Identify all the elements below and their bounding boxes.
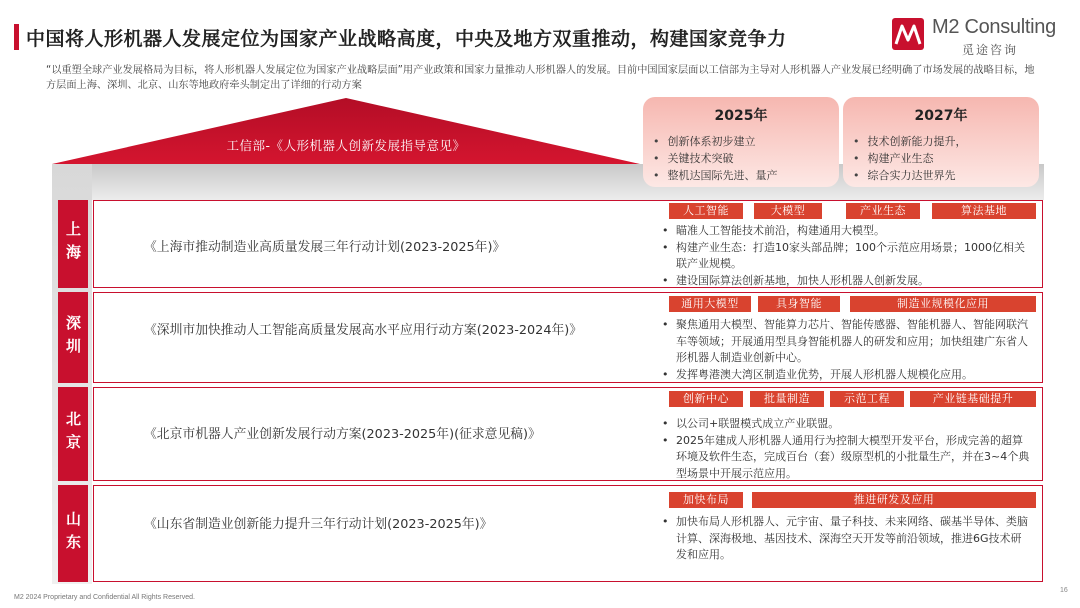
keyword-tag: 示范工程 [830, 391, 904, 407]
city-label-shanghai [58, 200, 88, 288]
keyword-tag: 推进研发及应用 [752, 492, 1036, 508]
keyword-tag: 人工智能 [669, 203, 743, 219]
city-label-shenzhen [58, 292, 88, 383]
city-name: 上海 [64, 221, 82, 267]
footer-copyright: M2 2024 Proprietary and Confidential All Rights Reserved. [14, 594, 195, 601]
plan-title: 《山东省制造业创新能力提升三年行动计划(2023-2025年)》 [144, 517, 493, 532]
region-row-shandong [93, 485, 1043, 582]
target-item: • 技术创新能力提升， [853, 133, 967, 150]
target-card-2027 [843, 97, 1039, 187]
company-logo [890, 14, 1070, 58]
city-name: 深圳 [64, 314, 82, 361]
page-number: 16 [1060, 587, 1068, 594]
city-name: 北京 [64, 411, 82, 457]
bullet-item: • 以公司+联盟模式成立产业联盟。 [662, 416, 1032, 433]
target-card-2025 [643, 97, 839, 187]
target-item: • 构建产业生态 [853, 150, 967, 167]
city-label-beijing [58, 387, 88, 481]
region-row-shanghai [93, 200, 1043, 288]
keyword-tag: 产业生态 [846, 203, 920, 219]
roof-triangle [52, 98, 640, 166]
logo-mark-icon [890, 16, 926, 52]
keyword-tag: 具身智能 [758, 296, 840, 312]
title-accent-bar [14, 24, 19, 50]
bullet-item: • 2025年建成人形机器人通用行为控制大模型开发平台，形成完善的超算环境及软件生态，完成百台（套）级原型机的小批量生产，并在3~4个典型场景中开展示范应用。 [662, 433, 1032, 483]
intro-paragraph: “以重塑全球产业发展格局为目标，将人形机器人发展定位为国家产业战略层面”用产业政策和国家力量推动人形机器人的发展。目前中国国家层面以工信部为主导对人形机器人产业发展已经明确了市场发展的战略目标，地方层面上海、深圳、北京、山东等地政府牵头制定出了详细的行动方案 [46, 65, 1035, 91]
plan-title: 《北京市机器人产业创新发展行动方案(2023-2025年)(征求意见稿)》 [144, 427, 541, 442]
bullet-item: • 构建产业生态：打造10家头部品牌；100个示范应用场景；1000亿相关联产业规模。 [662, 240, 1032, 273]
target-year: 2027年 [914, 108, 968, 124]
target-item: • 整机达国际先进、量产 [653, 167, 778, 184]
target-item: • 综合实力达世界先 [853, 167, 967, 184]
keyword-tag: 通用大模型 [669, 296, 751, 312]
keyword-tag: 大模型 [754, 203, 822, 219]
target-item: • 关键技术突破 [653, 150, 778, 167]
page-title: 中国将人形机器人发展定位为国家产业战略高度，中央及地方双重推动，构建国家竞争力 [26, 28, 787, 50]
plan-title: 《深圳市加快推动人工智能高质量发展高水平应用行动方案(2023-2024年)》 [144, 323, 583, 338]
keyword-tag: 加快布局 [669, 492, 743, 508]
region-row-beijing [93, 387, 1043, 481]
bullet-item: • 加快布局人形机器人、元宇宙、量子科技、未来网络、碳基半导体、类脑计算、深海极地、基因技术、深海空天开发等前沿领域，推进6G技术研发和应用。 [662, 514, 1032, 564]
keyword-tag: 批量制造 [750, 391, 824, 407]
keyword-tag: 创新中心 [669, 391, 743, 407]
bullet-item: • 聚焦通用大模型、智能算力芯片、智能传感器、智能机器人、智能网联汽车等领域；开展通用型具身智能机器人的研发和应用；加快组建广东省人形机器人制造业创新中心。 [662, 317, 1032, 367]
bullet-item: • 瞄准人工智能技术前沿，构建通用大模型。 [662, 223, 1032, 240]
plan-title: 《上海市推动制造业高质量发展三年行动计划(2023-2025年)》 [144, 240, 506, 255]
target-item: • 创新体系初步建立 [653, 133, 778, 150]
target-year: 2025年 [714, 108, 768, 124]
logo-chinese-name: 觅途咨询 [962, 43, 1019, 57]
bullet-item: • 发挥粤港澳大湾区制造业优势，开展人形机器人规模化应用。 [662, 367, 1032, 384]
keyword-tag: 产业链基础提升 [910, 391, 1036, 407]
city-name: 山东 [64, 510, 82, 557]
national-policy-title: 工信部-《人形机器人创新发展指导意见》 [226, 138, 466, 153]
region-row-shenzhen [93, 292, 1043, 383]
bullet-item: • 建设国际算法创新基地，加快人形机器人创新发展。 [662, 273, 1032, 290]
keyword-tag: 算法基地 [932, 203, 1036, 219]
city-label-shandong [58, 485, 88, 582]
keyword-tag: 制造业规模化应用 [850, 296, 1036, 312]
logo-name: M2 Consulting [932, 16, 1056, 38]
